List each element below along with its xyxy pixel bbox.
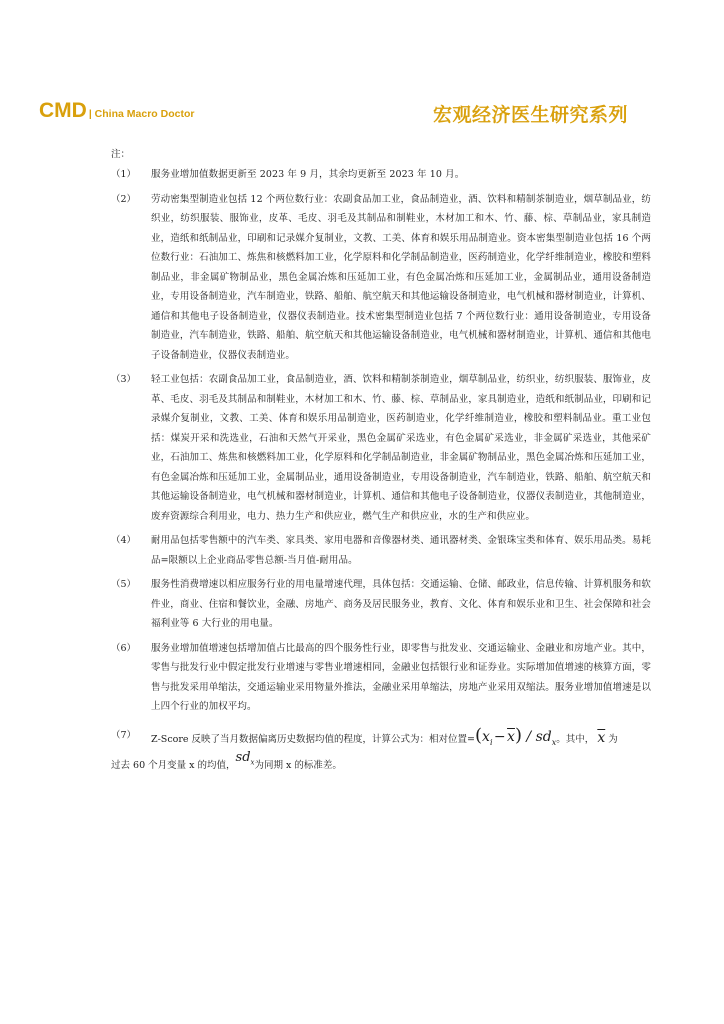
zscore-text: Z-Score 反映了当月数据偏离历史数据均值的程度，计算公式为：相对位置=	[151, 733, 476, 745]
formula-x: x	[482, 728, 490, 745]
note-text: 服务业增加值数据更新至 2023 年 9 月，其余均更新至 2023 年 10 月。	[151, 169, 465, 180]
note-number: （5）	[111, 579, 137, 590]
note-item	[111, 165, 651, 185]
note-item	[111, 531, 651, 570]
note-number: （4）	[111, 535, 137, 546]
zscore-mid-text: 。其中，	[556, 733, 595, 745]
mean-description: 过去 60 个月变量 x 的均值，	[111, 760, 236, 772]
note-item	[111, 190, 651, 366]
notes-section	[111, 148, 651, 787]
formula-sub-x: x	[551, 737, 557, 747]
note-number: （3）	[111, 374, 137, 385]
page-header	[0, 0, 724, 140]
note-number: （1）	[111, 169, 137, 180]
sd-description: 为同期 x 的标准差。	[254, 760, 342, 772]
zscore-formula-line	[151, 725, 651, 754]
brand-subtitle: | China Macro Doctor	[88, 108, 195, 120]
note-item	[111, 639, 651, 717]
note-number: （7）	[111, 729, 137, 741]
note-text: 劳动密集型制造业包括 12 个两位数行业：农副食品加工业，食品制造业，酒、饮料和精制茶制造业，烟草制品业，纺织业，纺织服装、服饰业，皮革、毛皮、羽毛及其制品和制鞋业，木材加工和木、竹、藤、棕、草制品业，家具制造业，造纸和纸制品业，印刷和记录媒介复制业，文教、工美、体育和娱乐用品制造业。资本密集型制造业包括 16 个两位数行业：石油加工、炼焦和核燃料加工业，化学原料和化学制品制造业，医药制造业，化学纤维制造业，橡胶和塑料制品业，非金属矿物制品业，黑色金属冶炼和压延加工业，有色金属冶炼和压延加工业，金属制品业，通用设备制造业，专用设备制造业，汽车制造业，铁路、船舶、航空航天和其他运输设备制造业，电气机械和器材制造业，计算机、通信和其他电子设备制造业，仪器仪表制造业。技术密集型制造业包括 7 个两位数行业：通用设备制造业，专用设备制造业，汽车制造业，铁路、船舶、航空航天和其他运输设备制造业，电气机械和器材制造业，计算机、通信和其他电子设备制造业，仪器仪表制造业。	[151, 193, 651, 361]
brand-logo	[39, 99, 194, 123]
zscore-wei-text: 为	[608, 733, 618, 745]
sdx-sub: x	[250, 758, 255, 767]
note-number: （6）	[111, 642, 137, 654]
note-text: 服务性消费增速以相应服务行业的用电量增速代理，具体包括：交通运输、仓储、邮政业，信息传输、计算机服务和软件业，商业、住宿和餐饮业，金融、房地产、商务及居民服务业，教育、文化、体育和娱乐业和卫生、社会保障和社会福利业等 6 大行业的用电量。	[151, 579, 651, 629]
formula-sub-i: i	[489, 737, 493, 747]
note-number: （2）	[111, 193, 137, 205]
brand-cmd-text: CMD	[39, 99, 87, 122]
note-text: 服务业增加值增速包括增加值占比最高的四个服务性行业，即零售与批发业、交通运输业、金融业和房地产业。其中，零售与批发行业中假定批发行业增速与零售业增速相同，金融业包括银行业和证券业。实际增加值增速的核算方面，零售与批发采用单缩法，交通运输业采用物量外推法，金融业采用单缩法，房地产业采用双缩法。服务业增加值增速是以上四个行业的加权平均。	[151, 642, 651, 712]
formula-sd: sd	[535, 728, 552, 745]
note-text: 耐用品包括零售额中的汽车类、家具类、家用电器和音像器材类、通讯器材类、金银珠宝类和体育、娱乐用品类。易耗品=限额以上企业商品零售总额-当月值-耐用品。	[151, 535, 651, 566]
formula-xbar: $\overline{x}$	[507, 728, 515, 745]
sdx-symbol	[236, 750, 255, 765]
note-item	[111, 575, 651, 634]
note-item-zscore	[111, 725, 651, 782]
note-text: 轻工业包括：农副食品加工业，食品制造业，酒、饮料和精制茶制造业，烟草制品业，纺织业，纺织服装、服饰业，皮革、毛皮、羽毛及其制品和制鞋业，木材加工和木、竹、藤、棕、草制品业，家具制造业，造纸和纸制品业，印刷和记录媒介复制业，文教、工美、体育和娱乐用品制造业，医药制造业，化学纤维制造业，橡胶和塑料制品业。重工业包括：煤炭开采和洗选业，石油和天然气开采业，黑色金属矿采选业，有色金属矿采选业，非金属矿采选业，其他采矿业，石油加工、炼焦和核燃料加工业，化学原料和化学制品制造业，非金属矿物制品业，黑色金属冶炼和压延加工业，有色金属冶炼和压延加工业，金属制品业，通用设备制造业，专用设备制造业，汽车制造业，铁路、船舶、航空航天和其他运输设备制造业，电气机械和器材制造业，计算机、通信和其他电子设备制造业，仪器仪表制造业，其他制造业，废弃资源综合利用业，电力、热力生产和供应业，燃气生产和供应业，水的生产和供应业。	[151, 374, 651, 522]
xbar-symbol: $\overline{x}$	[597, 729, 606, 746]
sdx-sd: sd	[235, 750, 251, 766]
notes-heading: 注：	[111, 149, 131, 160]
series-title: 宏观经济医生研究系列	[433, 104, 629, 126]
note-item	[111, 370, 651, 526]
zscore-line2	[111, 750, 651, 782]
zscore-formula: ($x_i$ − $\overline{x}) / sd_x$	[475, 724, 557, 747]
